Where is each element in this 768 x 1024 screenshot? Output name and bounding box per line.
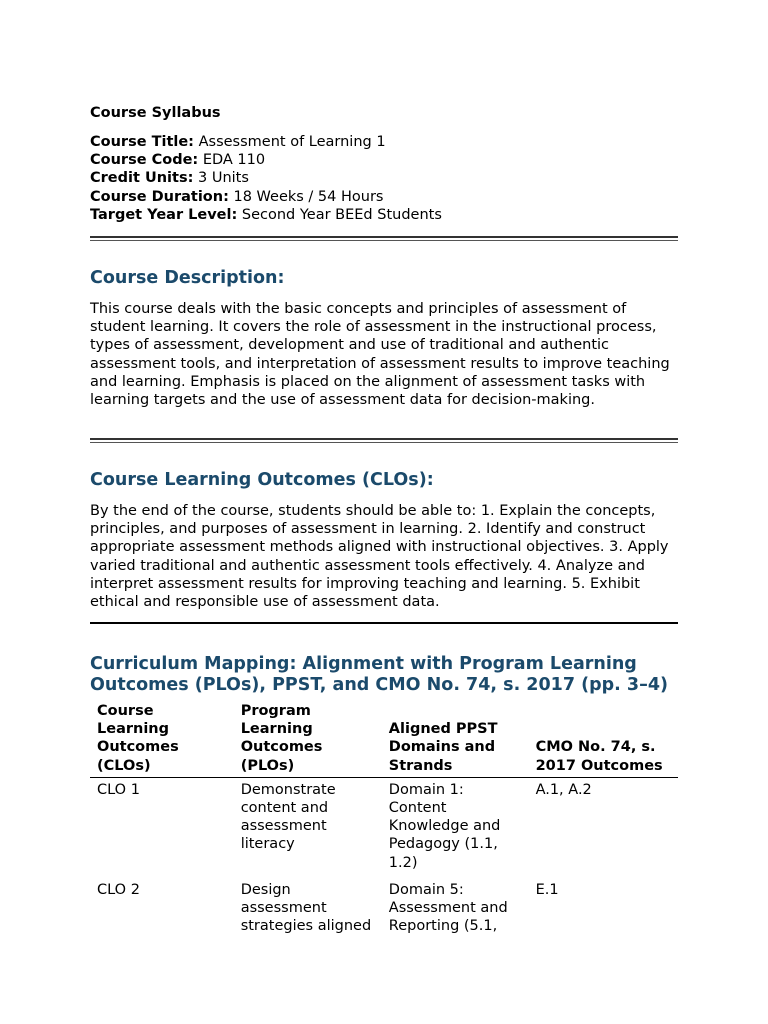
mapping-heading: Curriculum Mapping: Alignment with Program Learning Outcomes (PLOs), PPST, and CMO No. 74, s. 2017 (pp. 3–4) [90, 654, 668, 695]
section-divider [90, 622, 678, 624]
course-info [90, 133, 442, 224]
outcomes-heading: Course Learning Outcomes (CLOs): [90, 470, 434, 490]
document-title: Course Syllabus [90, 105, 221, 121]
table-cell: CLO 1 [97, 781, 140, 798]
outcomes-text: By the end of the course, students should be able to: 1. Explain the concepts, principles, and purposes of assessment in learning. 2. Identify and construct appropriate assessment methods aligned with instructional objectives. 3. Apply varied traditional and authentic assessment tools effectively. 4. Analyze and interpret assessment results for improving teaching and learning. 5. Exhibit ethical and responsible use of assessment data. [90, 503, 669, 611]
curriculum-mapping-table [90, 702, 678, 941]
column-header: Course Learning Outcomes (CLOs) [90, 702, 234, 777]
column-header: CMO No. 74, s. 2017 Outcomes [529, 702, 678, 777]
table-cell: CLO 2 [97, 881, 140, 898]
info-label: Course Duration: [90, 188, 229, 205]
table-cell: E.1 [535, 881, 559, 898]
table-row [90, 878, 678, 942]
description-text: This course deals with the basic concepts and principles of assessment of student learning. It covers the role of assessment in the instructional process, types of assessment, development and use of traditional and authentic assessment tools, and interpretation of assessment results to improve teaching and learning. Emphasis is placed on the alignment of assessment tasks with learning targets and the use of assessment data for decision-making. [90, 301, 670, 409]
info-label: Credit Units: [90, 170, 194, 187]
section-divider [90, 236, 678, 241]
info-label: Course Title: [90, 134, 194, 150]
description-heading: Course Description: [90, 268, 285, 288]
table-row [90, 777, 678, 878]
info-value: EDA 110 [202, 152, 266, 169]
info-value: 18 Weeks / 54 Hours [233, 188, 384, 205]
info-value: 3 Units [198, 170, 249, 187]
column-header: Aligned PPST Domains and Strands [382, 702, 529, 777]
info-row-year-level [90, 206, 442, 224]
table-cell: A.1, A.2 [535, 781, 592, 798]
info-row-duration [90, 188, 442, 206]
info-label: Target Year Level: [90, 206, 238, 223]
info-row-title [90, 133, 442, 151]
info-row-code [90, 151, 442, 169]
table-cell: Design assessment strategies aligned [240, 881, 372, 935]
table-cell: Domain 1: Content Knowledge and Pedagogy (1.1, 1.2) [388, 781, 501, 871]
info-label: Course Code: [90, 152, 199, 169]
info-row-units [90, 169, 442, 187]
table-header-row [90, 702, 678, 777]
table-cell: Domain 5: Assessment and Reporting (5.1, [388, 881, 508, 935]
section-divider [90, 438, 678, 443]
table-cell: Demonstrate content and assessment literacy [240, 781, 336, 853]
column-header: Program Learning Outcomes (PLOs) [234, 702, 382, 777]
info-value: Assessment of Learning 1 [198, 134, 386, 150]
info-value: Second Year BEEd Students [241, 206, 442, 223]
